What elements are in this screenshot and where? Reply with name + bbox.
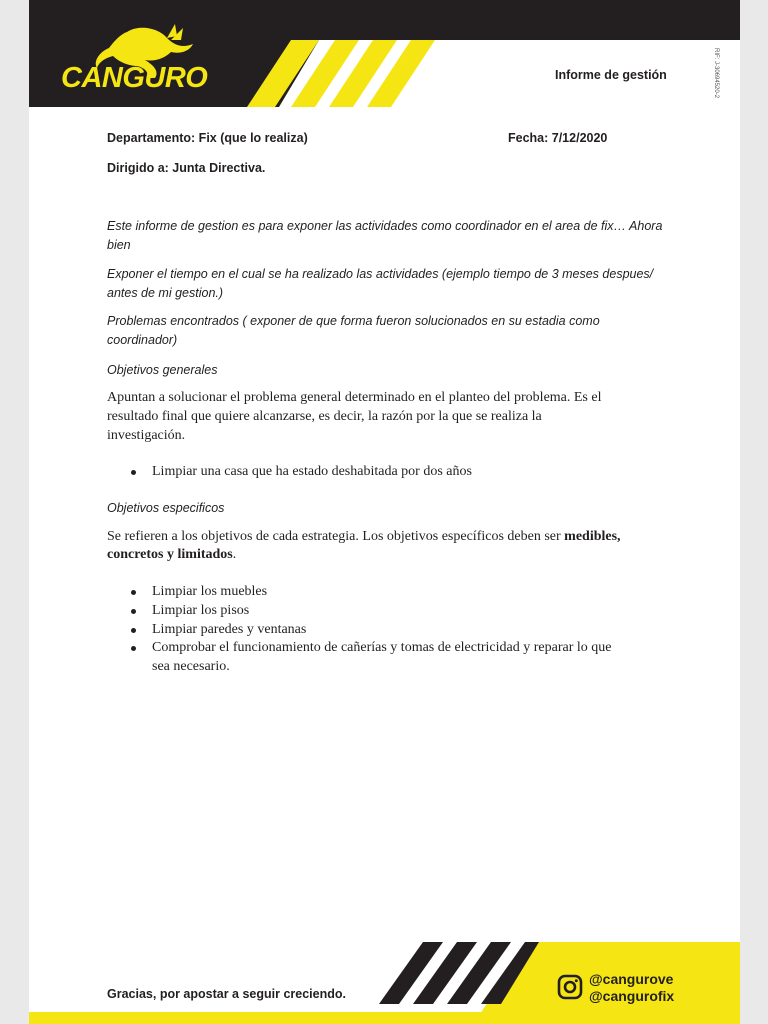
list-item: Comprobar el funcionamiento de cañerías y tomas de electricidad y reparar lo que: [107, 639, 611, 658]
instagram-icon: [557, 974, 583, 1000]
general-paragraph-line-3: investigación.: [107, 428, 186, 443]
specific-objectives-list: [107, 583, 611, 677]
general-objectives-list: [107, 463, 472, 482]
general-paragraph-line-1: Apuntan a solucionar el problema general determinado en el planteo del problema. Es el: [107, 390, 602, 405]
specific-paragraph-line-2: concretos y limitados.: [107, 547, 237, 562]
bullet-icon: [131, 609, 136, 614]
brand-wordmark: CANGURO: [61, 62, 208, 94]
bullet-icon: [131, 646, 136, 651]
bullet-icon: [131, 470, 136, 475]
problems-line-2: coordinador): [107, 333, 178, 347]
list-item-continuation: sea necesario.: [152, 659, 230, 675]
social-handle-fix[interactable]: @cangurofix: [589, 988, 675, 1004]
time-line-2: antes de mi gestion.): [107, 286, 224, 300]
list-item: Limpiar los muebles: [107, 583, 611, 602]
specific-objectives-heading: Objetivos especificos: [107, 501, 225, 515]
document-title: Informe de gestión: [555, 68, 667, 82]
list-item: Limpiar los pisos: [107, 602, 611, 621]
department-label: Departamento: Fix (que lo realiza): [107, 131, 308, 145]
bullet-icon: [131, 628, 136, 633]
document-page: [29, 0, 740, 1024]
date-label: Fecha: 7/12/2020: [508, 131, 608, 145]
addressed-to-label: Dirigido a: Junta Directiva.: [107, 161, 266, 175]
bullet-icon: [131, 590, 136, 595]
time-line-1: Exponer el tiempo en el cual se ha realizado las actividades (ejemplo tiempo de 3 meses despues/: [107, 267, 654, 281]
intro-line-1: Este informe de gestion es para exponer las actividades como coordinador en el area de fix… Ahora: [107, 219, 663, 233]
general-paragraph-line-2: resultado final que quiere alcanzarse, es decir, la razón por la que se realiza la: [107, 409, 542, 424]
list-item: Limpiar paredes y ventanas: [107, 621, 611, 640]
general-objectives-heading: Objetivos generales: [107, 363, 218, 377]
social-handle-ve[interactable]: @cangurove: [589, 971, 674, 987]
footer-thanks: Gracias, por apostar a seguir creciendo.: [107, 987, 346, 1001]
problems-line-1: Problemas encontrados ( exponer de que forma fueron solucionados en su estadia como: [107, 314, 600, 328]
list-item: Limpiar una casa que ha estado deshabitada por dos años: [107, 463, 472, 482]
header-banner: [29, 0, 740, 107]
specific-paragraph-line-1: Se refieren a los objetivos de cada estrategia. Los objetivos específicos deben ser medibles,: [107, 529, 621, 544]
intro-line-2: bien: [107, 238, 131, 252]
rif-number: RIF: J-30694520-2: [713, 48, 719, 99]
